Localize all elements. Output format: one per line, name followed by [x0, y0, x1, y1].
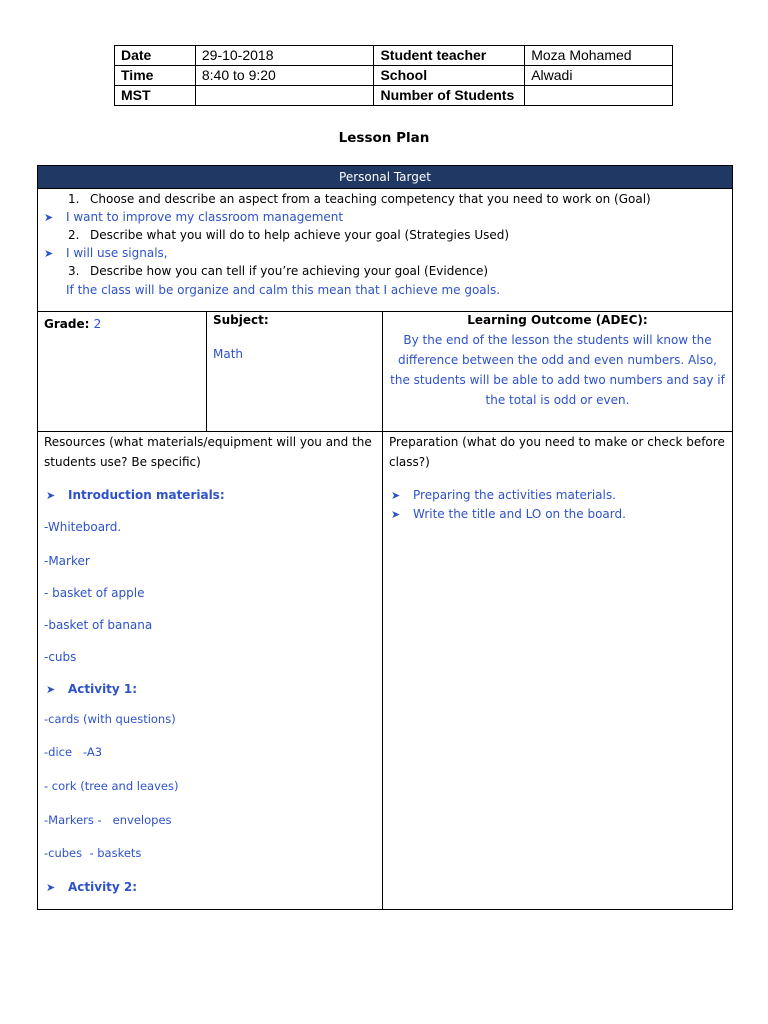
school-label: School [374, 66, 525, 86]
time-value: 8:40 to 9:20 [195, 66, 374, 86]
arrow-bullet-icon: ➤ [391, 489, 401, 502]
grade-value: 2 [93, 317, 102, 331]
learning-outcome-cell [383, 312, 732, 431]
list-item: -cards (with questions) [44, 712, 176, 726]
list-item: -basket of banana [44, 618, 153, 632]
lesson-details-row [38, 312, 732, 432]
mst-label: MST [115, 86, 196, 106]
number-of-students-value [525, 86, 673, 106]
list-item: - basket of apple [44, 586, 145, 600]
subject-value: Math [213, 347, 244, 361]
personal-target-section [38, 190, 732, 312]
subject-cell [207, 312, 383, 431]
list-item: -Whiteboard. [44, 520, 122, 534]
list-item: - cork (tree and leaves) [44, 779, 179, 793]
learning-outcome-line: the total is odd or even. [485, 393, 630, 407]
strategies-answer [44, 246, 168, 260]
table-row [115, 66, 673, 86]
personal-target-heading: Personal Target [38, 166, 732, 189]
evidence-answer: If the class will be organize and calm this mean that I achieve me goals. [66, 283, 501, 297]
arrow-bullet-icon: ➤ [44, 247, 54, 260]
list-item [391, 485, 616, 506]
table-row [115, 46, 673, 66]
arrow-bullet-icon: ➤ [46, 489, 56, 502]
question-text: Describe what you will do to help achieve your goal (Strategies Used) [90, 228, 510, 242]
arrow-bullet-icon: ➤ [391, 508, 401, 521]
student-teacher-label: Student teacher [374, 46, 525, 66]
time-label: Time [115, 66, 196, 86]
resources-preparation-row [38, 432, 732, 909]
grade-cell [38, 312, 207, 431]
question-text: Choose and describe an aspect from a teaching competency that you need to work on (Goal) [90, 192, 651, 206]
strategies-question [68, 228, 509, 242]
item-text: Write the title and LO on the board. [413, 507, 626, 521]
list-item: -cubs [44, 650, 77, 664]
preparation-cell [383, 432, 732, 909]
list-item [391, 504, 626, 525]
heading-text: Activity 1: [68, 682, 138, 696]
list-item: -Markers - envelopes [44, 813, 172, 827]
grade-field [44, 314, 101, 334]
list-item: -dice -A3 [44, 745, 103, 759]
mst-value [195, 86, 374, 106]
learning-outcome-line: By the end of the lesson the students will know the [403, 333, 712, 347]
question-number: 2. [68, 228, 80, 242]
activity-2-heading [46, 877, 137, 898]
learning-outcome-label: Learning Outcome (ADEC): [467, 313, 648, 327]
question-number: 3. [68, 264, 80, 278]
subject-label: Subject: [213, 313, 269, 327]
goal-answer [44, 210, 343, 224]
list-item: -cubes - baskets [44, 846, 142, 860]
student-teacher-value: Moza Mohamed [525, 46, 673, 66]
question-text: Describe how you can tell if you’re achieving your goal (Evidence) [90, 264, 489, 278]
grade-label: Grade: [44, 317, 94, 331]
question-number: 1. [68, 192, 80, 206]
preparation-label: Preparation (what do you need to make or check before [389, 435, 725, 449]
goal-question [68, 192, 651, 206]
number-of-students-label: Number of Students [374, 86, 525, 106]
list-item: -Marker [44, 554, 90, 568]
resources-label: students use? Be specific) [44, 455, 201, 469]
introduction-materials-heading [46, 485, 225, 506]
date-label: Date [115, 46, 196, 66]
activity-1-heading [46, 679, 137, 700]
arrow-bullet-icon: ➤ [46, 683, 56, 696]
lesson-info-table [114, 45, 673, 106]
answer-text: I will use signals, [66, 246, 168, 260]
learning-outcome-line: difference between the odd and even numbers. Also, [397, 353, 717, 367]
lesson-plan-box [37, 165, 733, 910]
resources-cell [38, 432, 383, 909]
heading-text: Introduction materials: [68, 488, 225, 502]
date-value: 29-10-2018 [195, 46, 374, 66]
answer-text: I want to improve my classroom management [66, 210, 344, 224]
evidence-question [68, 264, 488, 278]
arrow-bullet-icon: ➤ [44, 211, 54, 224]
arrow-bullet-icon: ➤ [46, 881, 56, 894]
school-value: Alwadi [525, 66, 673, 86]
learning-outcome-line: the students will be able to add two numbers and say if [390, 373, 725, 387]
preparation-label: class?) [389, 455, 430, 469]
resources-label: Resources (what materials/equipment will you and the [44, 435, 372, 449]
item-text: Preparing the activities materials. [413, 488, 616, 502]
page-title: Lesson Plan [338, 130, 430, 146]
heading-text: Activity 2: [68, 880, 138, 894]
table-row [115, 86, 673, 106]
